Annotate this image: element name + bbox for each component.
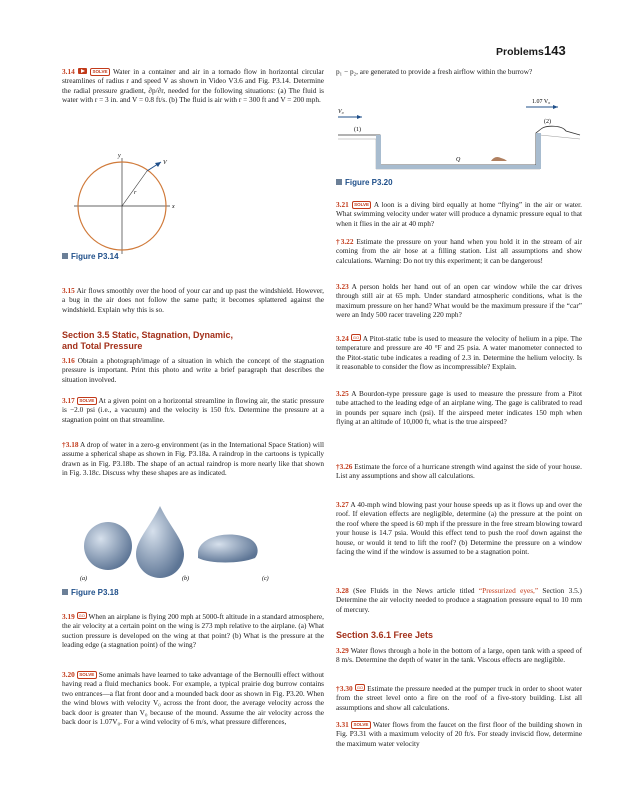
section-3-5-heading: Section 3.5 Static, Stagnation, Dynamic, and Total Pressure (62, 330, 234, 351)
radius-label: r (134, 190, 137, 196)
figure-p3-18 (80, 502, 310, 582)
problem-3-28: 3.28 (See Fluids in the News article titled “Pressurized eyes,” Section 3.5.) Determine the air velocity needed to produce a stagnation pressure equal to 10 mm of mercury. (336, 586, 582, 614)
svg-text:(b): (b) (182, 576, 189, 582)
svg-text:V₀: V₀ (338, 109, 344, 115)
video-icon (78, 68, 87, 74)
figure-p3-18-caption: Figure P3.18 (62, 588, 119, 597)
problem-3-22: †3.22 Estimate the pressure on your hand when you hold it in the stream of air coming from the air hose at a filling station. List all assumptions and show calculations. Warning: Do not try this experiment; it can be dangerous! (336, 237, 582, 265)
problem-3-14: 3.14 SOLVE Water in a container and air in a tornado flow in horizontal circular streamlines of radius r and speed V as shown in Video V3.6 and Fig. P3.14. Determine the radial pressure gradient, ∂p/∂r, needed for the following situations: (a) The fluid is water with r = 3 in. and V = 0.8 ft/s. (b) The fluid is air with r = 300 ft and V = 200 mph. (62, 67, 325, 105)
problem-3-17: 3.17 SOLVE At a given point on a horizontal streamline in flowing air, the static pressure is −2.0 psi (i.e., a vacuum) and the velocity is 150 ft/s. Determine the pressure at a stagnation point on that streamline. (62, 396, 325, 424)
problem-3-20-continued: p₁ − p₂, are generated to provide a fresh airflow within the burrow? (336, 67, 533, 76)
svg-text:(1): (1) (354, 127, 361, 133)
sphere-drop (84, 522, 132, 570)
figure-p3-20-caption: Figure P3.20 (336, 178, 393, 187)
problem-3-26: †3.26 Estimate the force of a hurricane strength wind against the side of your house. List any assumptions and show all calculations. (336, 462, 582, 481)
figure-p3-14-caption: Figure P3.14 (62, 252, 119, 261)
problem-3-29: 3.29 Water flows through a hole in the bottom of a large, open tank with a speed of 8 m/s. Determine the depth of water in the tank. Viscous effects are negligible. (336, 646, 582, 665)
problem-3-31: 3.31 SOLVE Water flows from the faucet on the first floor of the building shown in Fig. P3.31 with a maximum velocity of 20 ft/s. For steady inviscid flow, determine the maximum water velocity (336, 720, 583, 748)
problem-3-18: †3.18 A drop of water in a zero-g environment (as in the International Space Station) will assume a spherical shape as shown in Fig. P3.18a. A raindrop in the cartoons is typically drawn as in Fig. P3.18b. The shape of an actual raindrop is more nearly like that shown in Fig. 3.18c. Discuss why these shapes are as indicated. (62, 440, 325, 478)
actual-raindrop (198, 534, 258, 562)
problem-3-19: 3.19 GO When an airplane is flying 200 mph at 5000-ft altitude in a standard atmosphere, the air velocity at a certain point on the wing is 273 mph relative to the airplane. (a) What suction pressure is developed on the wing at that point? (b) What is the pressure at the leading edge (a stagnation point) of the wing? (62, 612, 324, 650)
svg-text:(c): (c) (262, 576, 269, 582)
page-number: 143 (544, 43, 566, 58)
axis-x-label: x (172, 204, 175, 210)
problem-3-20: 3.20 SOLVE Some animals have learned to take advantage of the Bernoulli effect without having read a fluid mechanics book. For example, a typical prairie dog burrow contains two entrances—a flat front door and a mounded back door as shown in Fig. P3.20. When the wind blows with velocity V₀ across the front door, the average velocity across the back door is greater than V₀ because of the mound. Assume the air velocity across the back door is 1.07V₀. For a wind velocity of 6 m/s, what pressure differences, (62, 670, 324, 727)
problem-3-27: 3.27 A 40-mph wind blowing past your house speeds up as it flows up and over the roof. If elevation effects are negligible, determine (a) the pressure at the point on the roof where the speed is 60 mph if the pressure in the free stream blowing toward your house is 14.7 psia. Would this effect tend to push the roof down against the house, or would it tend to lift the roof? (b) Determine the pressure on a window facing the wind if the window is assumed to be a stagnation point. (336, 500, 582, 557)
figure-p3-14 (64, 150, 264, 265)
problem-3-25: 3.25 A Bourdon-type pressure gage is used to measure the pressure from a Pitot tube attached to the leading edge of an airplane wing. The gage is calibrated to read in pounds per square inch (psi). If the airspeed meter indicates 150 mph when flying at an altitude of 10,000 ft, what is the true airspeed? (336, 389, 582, 427)
cartoon-drop (136, 506, 184, 578)
problem-3-16: 3.16 Obtain a photograph/image of a situation in which the concept of the stagnation pressure is important. Print this photo and write a brief paragraph that describes the situation involved. (62, 356, 324, 384)
problem-3-23: 3.23 A person holds her hand out of an open car window while the car drives through still air at 65 mph. Under standard atmospheric conditions, what is the maximum pressure on her hand? What would be the maximum pressure if the “car” were an Indy 500 racer traveling 220 mph? (336, 282, 582, 320)
svg-text:Q: Q (456, 157, 461, 163)
solve-badge: SOLVE (90, 68, 110, 76)
svg-text:1.07 V₀: 1.07 V₀ (532, 99, 551, 105)
velocity-label: V (163, 160, 167, 166)
problem-3-21: 3.21 SOLVE A loon is a diving bird equally at home “flying” in the air or water. What swimming velocity under water will produce a dynamic pressure equal to that when it flies in the air at 40 mph? (336, 200, 582, 228)
problem-3-24: 3.24 GO A Pitot-static tube is used to measure the velocity of helium in a pipe. The temperature and pressure are 40 °F and 25 psia. A water manometer connected to the Pitot-static tube indicates a reading of 2.3 in. Determine the helium velocity. Is it reasonable to consider the flow as incompressible? Explain. (336, 334, 583, 372)
axis-y-label: y (118, 153, 121, 159)
section-title: Problems (496, 46, 544, 58)
problem-3-30: †3.30 GO Estimate the pressure needed at the pumper truck in order to shoot water from the street level onto a fire on the roof of a five-story building. List all assumptions and show all calculations. (336, 684, 582, 712)
svg-text:(a): (a) (80, 576, 87, 582)
svg-text:(2): (2) (544, 119, 551, 125)
section-3-6-1-heading: Section 3.6.1 Free Jets (336, 630, 434, 640)
figure-p3-20 (336, 95, 582, 175)
problem-3-15: 3.15 Air flows smoothly over the hood of your car and up past the windshield. However, a bug in the air does not follow the same path; it becomes splattered against the windshield. Explain why this is so. (62, 286, 324, 314)
